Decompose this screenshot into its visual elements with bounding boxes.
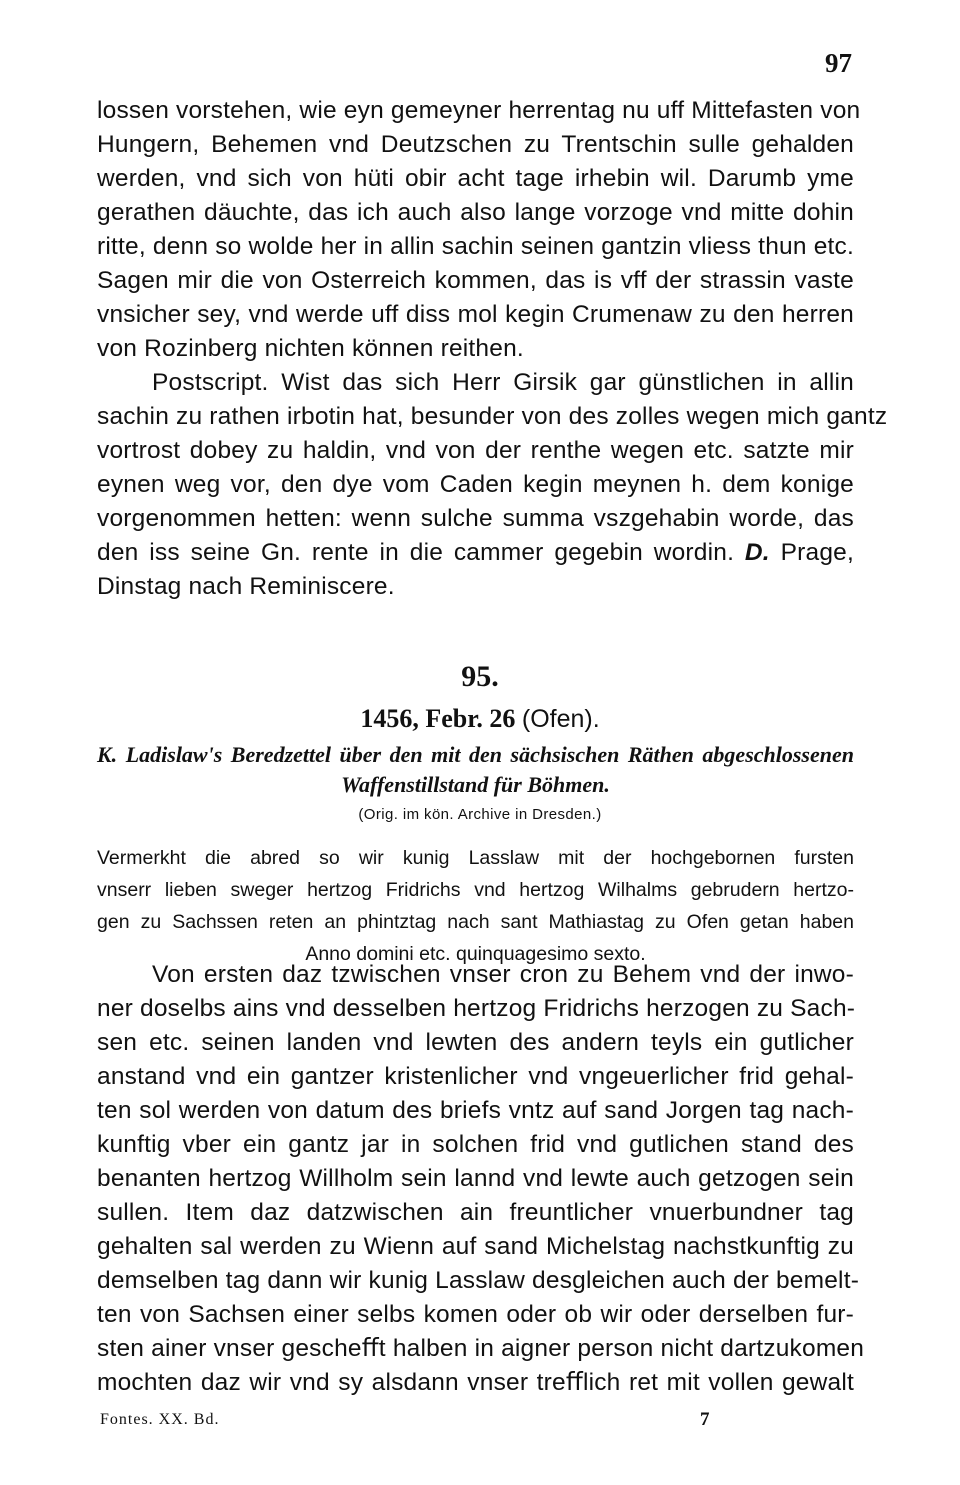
regest-line: K. Ladislaw's Beredzettel über den mit den sächsischen Räthen abgeschlossenen (97, 742, 854, 767)
text-line: gerathen däuchte, das ich auch also lange vorzoge vnd mitte dohin (97, 199, 854, 226)
footer-sheet-number: 7 (700, 1409, 710, 1430)
text-line: lossen vorstehen, wie eyn gemeyner herrentag nu uff Mittefasten von (97, 97, 861, 124)
regest-line: Waffenstillstand für Böhmen. (341, 772, 610, 797)
document-date: 1456, Febr. 26 (360, 704, 516, 733)
text-line: Sagen mir die von Osterreich kommen, das is vff der strassin vaste (97, 267, 854, 294)
page-number: 97 (825, 48, 852, 78)
postscript-line: sachin zu rathen irbotin hat, besunder von des zolles wegen mich gantz (97, 403, 888, 430)
body-line: anstand vnd ein gantzer kristenlicher vnd vngeuerlicher frid gehal- (97, 1063, 854, 1090)
postscript-line: den iss seine Gn. rente in die cammer gegebin wordin. (97, 539, 735, 566)
document-place: (Ofen). (521, 705, 600, 733)
postscript-line: vorgenommen hetten: wenn sulche summa vszgehabin worde, das (97, 505, 854, 532)
heading-line: gen zu Sachssen reten an phintztag nach sant Mathiastag zu Ofen getan haben (97, 911, 854, 933)
body-line: sen etc. seinen landen vnd lewten des andern teyls ein gutlicher (97, 1029, 854, 1056)
body-line: ten sol werden von datum des briefs vntz auf sand Jorgen tag nach- (97, 1097, 854, 1124)
document-date-line (0, 704, 960, 734)
postscript-line: eynen weg vor, den dye vom Caden kegin meynen h. dem konige (97, 471, 854, 498)
heading-line: Vermerkht die abred so wir kunig Lasslaw mit der hochgebornen fursten (97, 847, 854, 869)
text-line: von Rozinberg nichten können reithen. (97, 335, 524, 362)
body-line: mochten daz wir vnd sy alsdann vnser treﬀlich ret mit vollen gewalt (97, 1369, 854, 1396)
body-line: ner doselbs ains vnd desselben hertzog Fridrichs herzogen zu Sach- (97, 995, 856, 1022)
body-line: sullen. Item daz datzwischen ain freuntlicher vnuerbundner tag (97, 1199, 854, 1226)
document-body (97, 958, 865, 1400)
footer-signature: Fontes. XX. Bd. (100, 1411, 220, 1428)
text-line: vnsicher sey, vnd werde uff diss mol kegin Crumenaw zu den herren (97, 301, 854, 328)
text-line: werden, vnd sich von hüti obir acht tage irhebin wil. Darumb yme (97, 165, 854, 192)
text-line: ritte, denn so wolde her in allin sachin seinen gantzin vliess thun etc. (97, 233, 854, 260)
body-line: kunftig vber ein gantz jar in solchen frid vnd gutlichen stand des (97, 1131, 854, 1158)
closing-tail: Prage, (780, 539, 854, 566)
closing-line: Dinstag nach Reminiscere. (97, 573, 395, 600)
body-line: gehalten sal werden zu Wienn auf sand Michelstag nachstkunftig zu (97, 1233, 854, 1260)
text-line: Hungern, Behemen vnd Deutzschen zu Trentschin sulle gehalden (97, 131, 854, 158)
letter-continuation (97, 94, 888, 604)
signature-initial: D. (744, 539, 770, 566)
postscript-closing-line (97, 536, 854, 570)
body-line: benanten hertzog Willholm sein lannd vnd lewte auch getzogen sein (97, 1165, 854, 1192)
document-number: 95. (461, 660, 499, 693)
document-regest (97, 740, 854, 800)
body-line: Von ersten daz tzwischen vnser cron zu Behem vnd der inwo- (152, 961, 854, 988)
postscript-line: vortrost dobey zu haldin, vnd von der renthe wegen etc. satzte mir (97, 437, 854, 464)
heading-line: Anno domini etc. quinquagesimo sexto. (305, 943, 646, 965)
heading-line: vnserr lieben sweger hertzog Fridrichs vnd hertzog Wilhalms gebrudern hertzo- (97, 879, 854, 901)
body-line: sten ainer vnser gescheﬀt halben in aigner person nicht dartzukomen (97, 1335, 865, 1362)
postscript-line: Postscript. Wist das sich Herr Girsik gar günstlichen in allin (152, 369, 854, 396)
body-line: demselben tag dann wir kunig Lasslaw desgleichen auch der bemelt- (97, 1267, 860, 1294)
document-heading (97, 842, 854, 970)
source-note: (Orig. im kön. Archive in Dresden.) (358, 806, 602, 823)
body-line: ten von Sachsen einer selbs komen oder ob wir oder derselben fur- (97, 1301, 854, 1328)
